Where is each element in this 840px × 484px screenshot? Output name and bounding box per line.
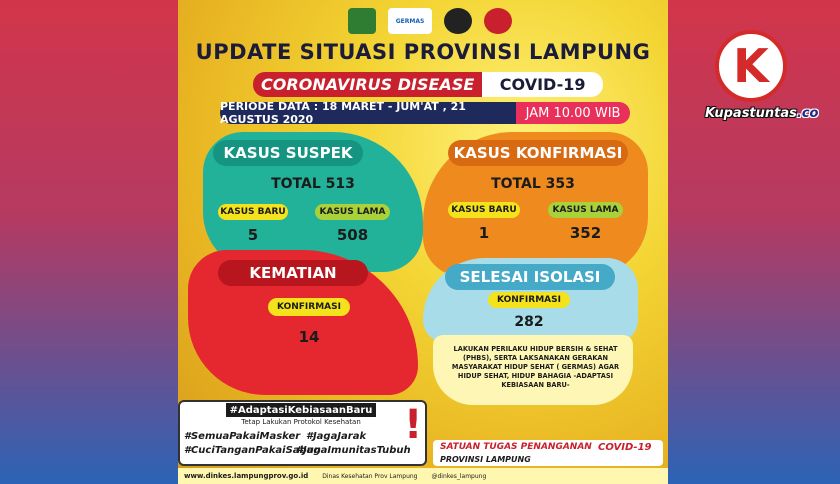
konfirmasi-baru-label: KASUS BARU bbox=[448, 202, 520, 218]
brand-name-part2: .co bbox=[796, 106, 819, 121]
hashtag-subtitle: Tetap Lakukan Protokol Kesehatan bbox=[241, 418, 361, 426]
suspek-title: KASUS SUSPEK bbox=[213, 140, 363, 166]
disease-banner bbox=[253, 72, 603, 97]
isolasi-label: KONFIRMASI bbox=[488, 292, 570, 308]
time-label: JAM 10.00 WIB bbox=[516, 102, 630, 124]
konfirmasi-lama-label: KASUS LAMA bbox=[548, 202, 623, 218]
exclamation-icon: ! bbox=[404, 402, 423, 448]
hashtag-title: #AdaptasiKebiasaanBaru bbox=[226, 403, 376, 417]
kematian-title: KEMATIAN bbox=[218, 260, 368, 286]
k-logo-icon: K bbox=[733, 39, 769, 93]
brand-name[interactable] bbox=[705, 106, 818, 121]
page-title: UPDATE SITUASI PROVINSI LAMPUNG bbox=[195, 40, 651, 64]
germas-message: LAKUKAN PERILAKU HIDUP BERSIH & SEHAT (PHBS), SERTA LAKSANAKAN GERAKAN MASYARAKAT HIDUP SEHAT ( GERMAS) AGAR HIDUP SEHAT, HIDUP BAHAGIA -ADAPTASI KEBIASAAN BARU- bbox=[451, 345, 620, 389]
konfirmasi-card bbox=[423, 132, 648, 277]
korem-logo-icon bbox=[484, 8, 512, 34]
logo-row bbox=[348, 8, 512, 34]
germas-logo-icon bbox=[388, 8, 432, 34]
suspek-baru-label: KASUS BARU bbox=[218, 204, 288, 220]
footer-website[interactable]: www.dinkes.lampungprov.go.id bbox=[184, 472, 309, 480]
isolasi-title: SELESAI ISOLASI bbox=[445, 264, 615, 290]
period-label: PERIODE DATA : 18 MARET - JUM'AT , 21 AGUSTUS 2020 bbox=[220, 102, 516, 124]
brand-name-part1: Kupastuntas bbox=[705, 106, 797, 121]
brand-logo[interactable] bbox=[715, 30, 787, 102]
footer-facebook[interactable]: Dinas Kesehatan Prov Lampung bbox=[322, 472, 418, 480]
satgas-line2: PROVINSI LAMPUNG bbox=[440, 455, 531, 464]
covid-label: COVID-19 bbox=[482, 72, 603, 97]
hashtag-jarak: #JagaJarak bbox=[306, 431, 367, 442]
disease-label: CORONAVIRUS DISEASE bbox=[253, 72, 482, 97]
kematian-label: KONFIRMASI bbox=[268, 298, 350, 316]
konfirmasi-title: KASUS KONFIRMASI bbox=[448, 140, 628, 166]
suspek-lama-label: KASUS LAMA bbox=[315, 204, 390, 220]
suspek-baru-value: 5 bbox=[247, 226, 259, 244]
suspek-lama-value: 508 bbox=[336, 226, 369, 244]
hashtag-masker: #SemuaPakaiMasker bbox=[184, 431, 301, 442]
isolasi-value: 282 bbox=[514, 314, 544, 330]
infographic-poster bbox=[178, 0, 668, 484]
suspek-total: TOTAL 513 bbox=[271, 176, 355, 192]
kematian-value: 14 bbox=[298, 328, 320, 346]
lampung-logo-icon bbox=[348, 8, 376, 34]
satgas-covid: COVID-19 bbox=[598, 442, 652, 453]
polda-logo-icon bbox=[444, 8, 472, 34]
hashtag-imunitas: #JagaImunitasTubuh bbox=[296, 445, 411, 456]
footer-instagram[interactable]: @dinkes_lampung bbox=[431, 472, 487, 480]
konfirmasi-total: TOTAL 353 bbox=[491, 176, 575, 192]
period-banner bbox=[220, 102, 630, 124]
hashtag-cuci-tangan: #CuciTanganPakaiSabun bbox=[184, 445, 321, 456]
satgas-line1: SATUAN TUGAS PENANGANAN bbox=[440, 442, 592, 452]
konfirmasi-baru-value: 1 bbox=[478, 224, 490, 242]
isolasi-card bbox=[423, 258, 638, 343]
konfirmasi-lama-value: 352 bbox=[569, 224, 602, 242]
footer-bar bbox=[178, 468, 668, 484]
germas-logo-text: GERMAS bbox=[395, 17, 425, 25]
